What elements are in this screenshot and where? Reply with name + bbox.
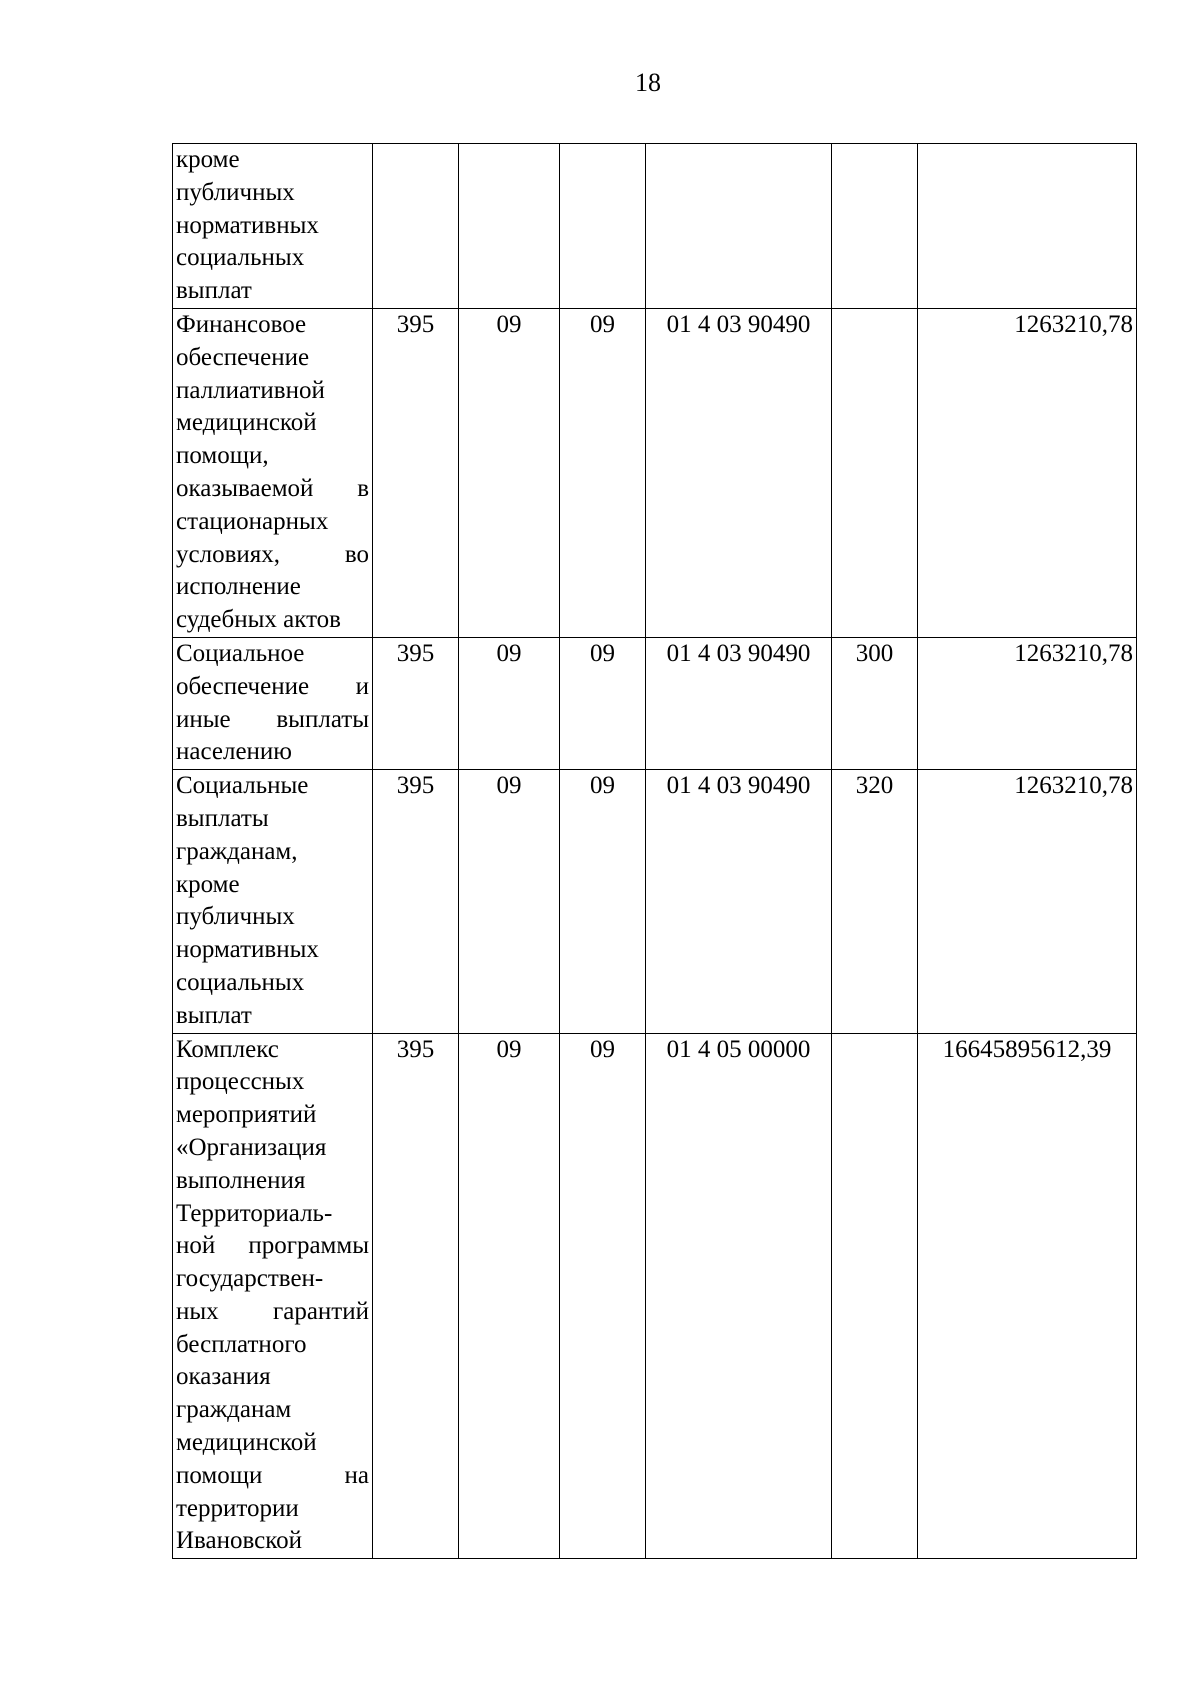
budget-table bbox=[172, 143, 1137, 1559]
name-line: публичных bbox=[176, 178, 295, 206]
name-line: медицинской bbox=[176, 409, 317, 437]
cell-expenditure-name bbox=[173, 1033, 373, 1559]
cell-expenditure-name bbox=[173, 770, 373, 1033]
name-line: территории bbox=[176, 1494, 299, 1522]
name-word: и bbox=[355, 672, 369, 700]
cell-target-article-code bbox=[646, 144, 832, 309]
name-word: условиях, bbox=[176, 540, 281, 568]
name-line: выплаты bbox=[176, 804, 269, 832]
name-line: публичных bbox=[176, 903, 295, 931]
name-line: бесплатного bbox=[176, 1330, 307, 1358]
cell-amount: 16645895612,39 bbox=[918, 1033, 1137, 1559]
name-line: населению bbox=[176, 738, 292, 766]
name-line: «Организация bbox=[176, 1133, 327, 1161]
name-line: кроме bbox=[176, 146, 240, 173]
table-body bbox=[173, 144, 1137, 1559]
name-line: выплат bbox=[176, 1001, 252, 1029]
name-line: выполнения bbox=[176, 1166, 306, 1194]
name-line: социальных bbox=[176, 968, 305, 996]
name-line bbox=[176, 704, 369, 737]
name-line: мероприятий bbox=[176, 1101, 317, 1129]
name-line: исполнение bbox=[176, 573, 301, 601]
cell-section-code bbox=[459, 144, 560, 309]
cell-subsection-code: 09 bbox=[560, 637, 646, 769]
name-word: на bbox=[344, 1461, 369, 1489]
cell-target-article-code: 01 4 03 90490 bbox=[646, 770, 832, 1033]
cell-amount: 1263210,78 bbox=[918, 770, 1137, 1033]
name-word: обеспечение bbox=[176, 672, 310, 700]
cell-expenditure-name bbox=[173, 144, 373, 309]
cell-department-code: 395 bbox=[373, 1033, 459, 1559]
cell-amount bbox=[918, 144, 1137, 309]
name-line: нормативных bbox=[176, 936, 319, 964]
name-line: паллиативной bbox=[176, 376, 325, 404]
table-row bbox=[173, 144, 1137, 309]
name-word: программы bbox=[248, 1232, 369, 1260]
name-line bbox=[176, 1296, 369, 1329]
name-word: иные bbox=[176, 705, 231, 733]
table-row bbox=[173, 637, 1137, 769]
cell-section-code: 09 bbox=[459, 1033, 560, 1559]
cell-subsection-code: 09 bbox=[560, 1033, 646, 1559]
name-line: гражданам bbox=[176, 1396, 292, 1424]
name-word: ной bbox=[176, 1232, 216, 1260]
name-line bbox=[176, 473, 369, 506]
name-line bbox=[176, 539, 369, 572]
name-line: выплат bbox=[176, 277, 252, 305]
name-line: стационарных bbox=[176, 507, 329, 535]
cell-department-code: 395 bbox=[373, 308, 459, 637]
name-word: оказываемой bbox=[176, 474, 314, 502]
cell-amount: 1263210,78 bbox=[918, 308, 1137, 637]
name-line: помощи, bbox=[176, 442, 269, 470]
cell-expense-type-code bbox=[832, 1033, 918, 1559]
cell-section-code: 09 bbox=[459, 770, 560, 1033]
name-line: судебных актов bbox=[176, 606, 341, 634]
cell-expense-type-code bbox=[832, 144, 918, 309]
name-line: Социальные bbox=[176, 772, 309, 800]
name-line bbox=[176, 1460, 369, 1493]
name-line: медицинской bbox=[176, 1429, 317, 1457]
name-line: обеспечение bbox=[176, 343, 310, 371]
cell-expense-type-code: 300 bbox=[832, 637, 918, 769]
cell-section-code: 09 bbox=[459, 308, 560, 637]
name-word: помощи bbox=[176, 1461, 263, 1489]
name-line: Социальное bbox=[176, 639, 305, 667]
cell-expense-type-code: 320 bbox=[832, 770, 918, 1033]
name-word: выплаты bbox=[276, 705, 369, 733]
name-line: социальных bbox=[176, 244, 305, 272]
name-line: Финансовое bbox=[176, 310, 307, 338]
cell-target-article-code: 01 4 03 90490 bbox=[646, 308, 832, 637]
name-line bbox=[176, 1230, 369, 1263]
cell-section-code: 09 bbox=[459, 637, 560, 769]
table-row bbox=[173, 308, 1137, 637]
name-word: ных bbox=[176, 1297, 219, 1325]
cell-target-article-code: 01 4 05 00000 bbox=[646, 1033, 832, 1559]
name-word: гарантий bbox=[272, 1297, 369, 1325]
name-line: процессных bbox=[176, 1068, 305, 1096]
name-line: Территориаль- bbox=[176, 1199, 333, 1227]
cell-department-code: 395 bbox=[373, 637, 459, 769]
cell-expense-type-code bbox=[832, 308, 918, 637]
cell-subsection-code: 09 bbox=[560, 308, 646, 637]
name-line: Комплекс bbox=[176, 1035, 279, 1063]
name-line: государствен- bbox=[176, 1265, 324, 1293]
cell-subsection-code: 09 bbox=[560, 770, 646, 1033]
name-line: кроме bbox=[176, 870, 240, 898]
table-row bbox=[173, 1033, 1137, 1559]
cell-expenditure-name bbox=[173, 308, 373, 637]
page-number: 18 bbox=[635, 68, 661, 97]
cell-department-code bbox=[373, 144, 459, 309]
cell-subsection-code bbox=[560, 144, 646, 309]
cell-department-code: 395 bbox=[373, 770, 459, 1033]
name-line: Ивановской bbox=[176, 1527, 303, 1555]
cell-expenditure-name bbox=[173, 637, 373, 769]
name-line bbox=[176, 671, 369, 704]
cell-target-article-code: 01 4 03 90490 bbox=[646, 637, 832, 769]
name-word: во bbox=[344, 540, 369, 568]
cell-amount: 1263210,78 bbox=[918, 637, 1137, 769]
name-line: оказания bbox=[176, 1363, 271, 1391]
table-row bbox=[173, 770, 1137, 1033]
name-line: гражданам, bbox=[176, 837, 298, 865]
name-word: в bbox=[357, 474, 369, 502]
name-line: нормативных bbox=[176, 211, 319, 239]
